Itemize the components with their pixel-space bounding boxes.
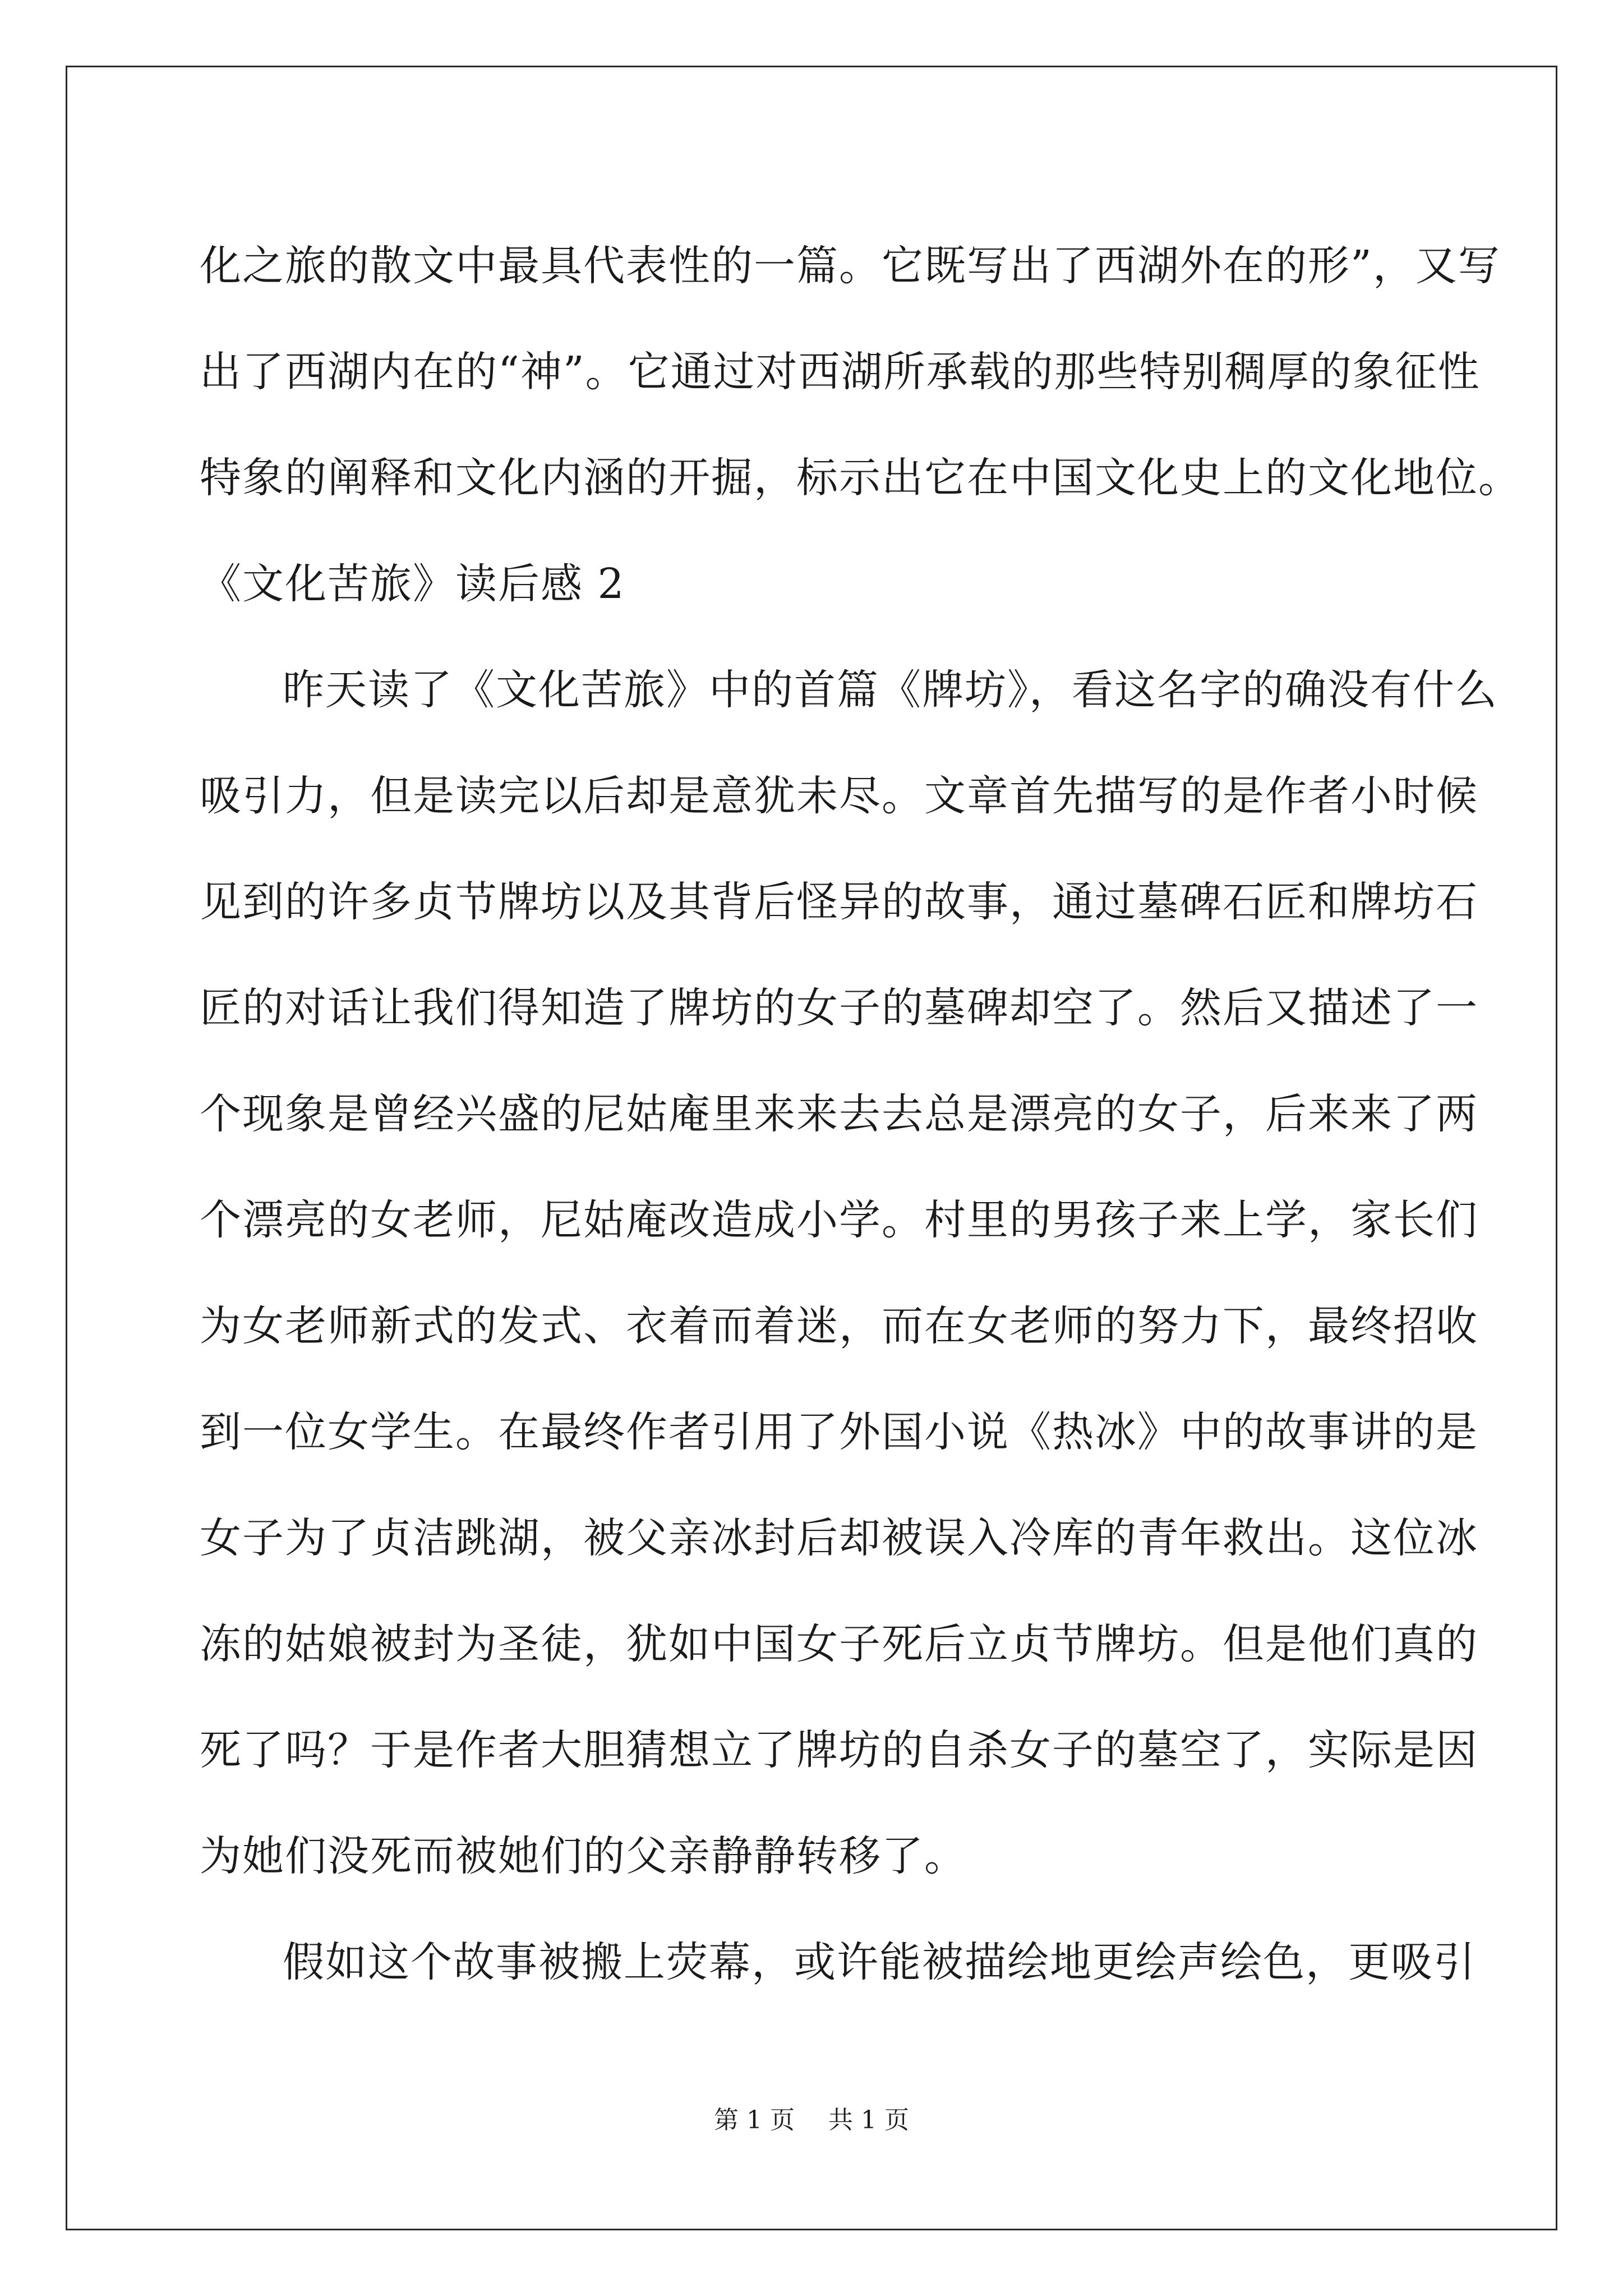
text-line: 匠的对话让我们得知造了牌坊的女子的墓碑却空了。然后又描述了一 — [200, 984, 1478, 1032]
page-footer — [0, 2104, 1623, 2137]
text-line: 女子为了贞洁跳湖，被父亲冰封后却被误入冷库的青年救出。这位冰 — [200, 1514, 1478, 1562]
text-line: 死了吗？于是作者大胆猜想立了牌坊的自杀女子的墓空了，实际是因 — [200, 1726, 1478, 1774]
section-heading: 《文化苦旅》读后感 2 — [200, 560, 625, 608]
text-line: 特象的阐释和文化内涵的开掘，标示出它在中国文化史上的文化地位。 — [200, 454, 1521, 502]
text-line: 见到的许多贞节牌坊以及其背后怪异的故事，通过墓碑石匠和牌坊石 — [200, 878, 1478, 926]
page-total: 共 1 页 — [828, 2106, 909, 2134]
text-line: 为她们没死而被她们的父亲静静转移了。 — [200, 1832, 967, 1880]
document-body — [200, 213, 1521, 2016]
text-line: 假如这个故事被搬上荧幕，或许能被描绘地更绘声绘色，更吸引 — [283, 1938, 1476, 1986]
text-line: 为女老师新式的发式、衣着而着迷，而在女老师的努力下，最终招收 — [200, 1302, 1478, 1350]
text-line: 个现象是曾经兴盛的尼姑庵里来来去去总是漂亮的女子，后来来了两 — [200, 1090, 1478, 1138]
text-line: 化之旅的散文中最具代表性的一篇。它既写出了西湖外在的形”，又写 — [200, 242, 1501, 290]
text-line: 到一位女学生。在最终作者引用了外国小说《热冰》中的故事讲的是 — [200, 1408, 1478, 1456]
text-line: 吸引力，但是读完以后却是意犹未尽。文章首先描写的是作者小时候 — [200, 772, 1478, 820]
text-line: 个漂亮的女老师，尼姑庵改造成小学。村里的男孩子来上学，家长们 — [200, 1196, 1478, 1244]
page-number: 第 1 页 — [714, 2106, 795, 2134]
text-line: 冻的姑娘被封为圣徒，犹如中国女子死后立贞节牌坊。但是他们真的 — [200, 1620, 1478, 1668]
text-line: 出了西湖内在的“神”。它通过对西湖所承载的那些特别稠厚的象征性 — [200, 348, 1481, 396]
text-line: 昨天读了《文化苦旅》中的首篇《牌坊》，看这名字的确没有什么 — [283, 666, 1498, 714]
